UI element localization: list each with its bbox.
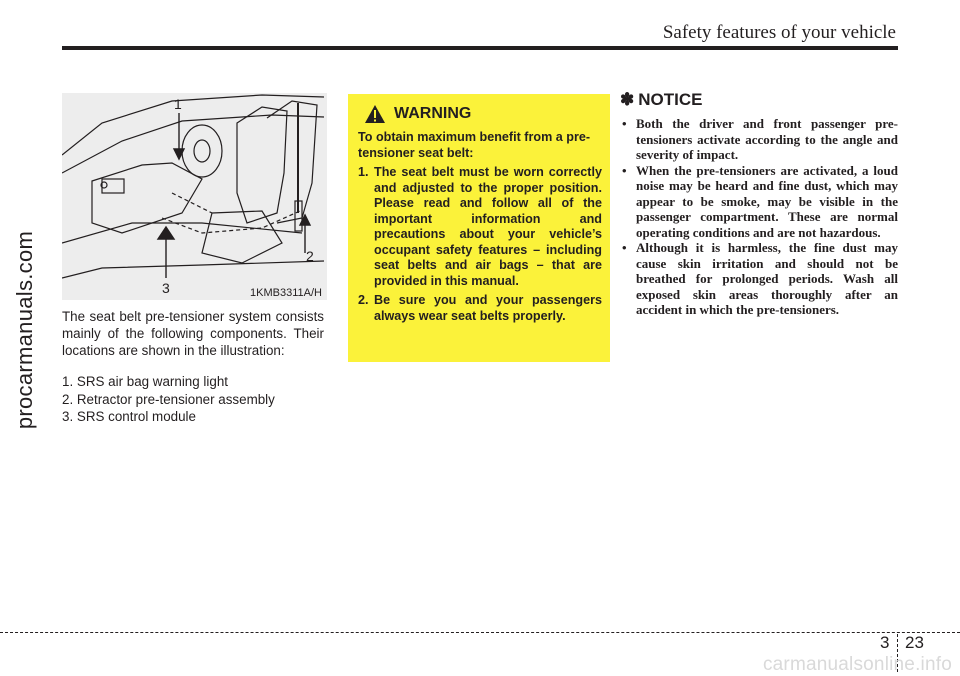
warning-item-text: The seat belt must be worn correctly and adjusted to the proper position. Please read and follow all of the important information and precautions about your vehicle’s occupant safety features – including seat belts and air bags – that are provided in this manual.	[374, 165, 602, 288]
notice-header	[620, 90, 898, 110]
footer-brand-watermark: carmanualsonline.info	[762, 654, 952, 675]
warning-title: WARNING	[394, 105, 472, 122]
intro-paragraph: The seat belt pre-tensioner system consists mainly of the following components. Their locations are shown in the illustration:	[62, 309, 324, 358]
notice-asterisk-icon: ✽	[620, 90, 635, 109]
pretensioner-illustration	[62, 93, 327, 300]
page-number: 23	[905, 633, 924, 652]
watermark	[10, 200, 40, 460]
car-interior-drawing	[62, 93, 327, 300]
warning-lead: To obtain maximum benefit from a pre-tensioner seat belt:	[358, 130, 591, 160]
notice-item-text: Although it is harmless, the fine dust may cause skin irritation and should not be breathed for prolonged periods. Wash all exposed skin areas thoroughly after an accident in which the pre-tensioners.	[636, 240, 898, 317]
warning-item-text: Be sure you and your passengers always wear seat belts properly.	[374, 293, 602, 323]
warning-header	[364, 104, 602, 124]
notice-item-text: When the pre-tensioners are activated, a loud noise may be heard and fine dust, which may appear to be smoke, may be visible in the passenger compartment. These are normal operating conditions and are not hazardous.	[636, 162, 898, 240]
warning-item-number: 2.	[358, 293, 369, 307]
callout-3: 3	[162, 280, 170, 296]
warning-item-number: 1.	[358, 165, 369, 179]
component-list	[62, 373, 324, 426]
watermark-text: procarmanuals.com	[12, 230, 37, 430]
chapter-number: 3	[880, 633, 890, 652]
notice-item-text: Both the driver and front passenger pre-tensioners activate according to the angle and severity of impact.	[636, 116, 898, 162]
bullet-icon: •	[622, 116, 627, 131]
notice-item	[620, 163, 898, 241]
header-rule	[62, 46, 898, 50]
warning-box	[348, 94, 610, 362]
component-item-3: 3. SRS control module	[62, 409, 196, 424]
section-title: Safety features of your vehicle	[662, 22, 896, 43]
component-item-2: 2. Retractor pre-tensioner assembly	[62, 391, 275, 407]
bullet-icon: •	[622, 162, 627, 178]
notice-title: NOTICE	[638, 90, 703, 109]
warning-item	[358, 165, 602, 289]
callout-1: 1	[174, 96, 182, 112]
bullet-icon: •	[622, 240, 627, 255]
footer-rule	[0, 632, 960, 633]
notice-section	[620, 90, 898, 318]
notice-item	[620, 116, 898, 163]
figure-code: 1KMB3311A/H	[250, 287, 322, 299]
notice-item	[620, 240, 898, 318]
warning-triangle-icon	[364, 104, 386, 124]
component-item-1: 1. SRS air bag warning light	[62, 374, 228, 389]
notice-list	[620, 116, 898, 318]
warning-item	[358, 293, 602, 324]
callout-2: 2	[306, 248, 314, 264]
